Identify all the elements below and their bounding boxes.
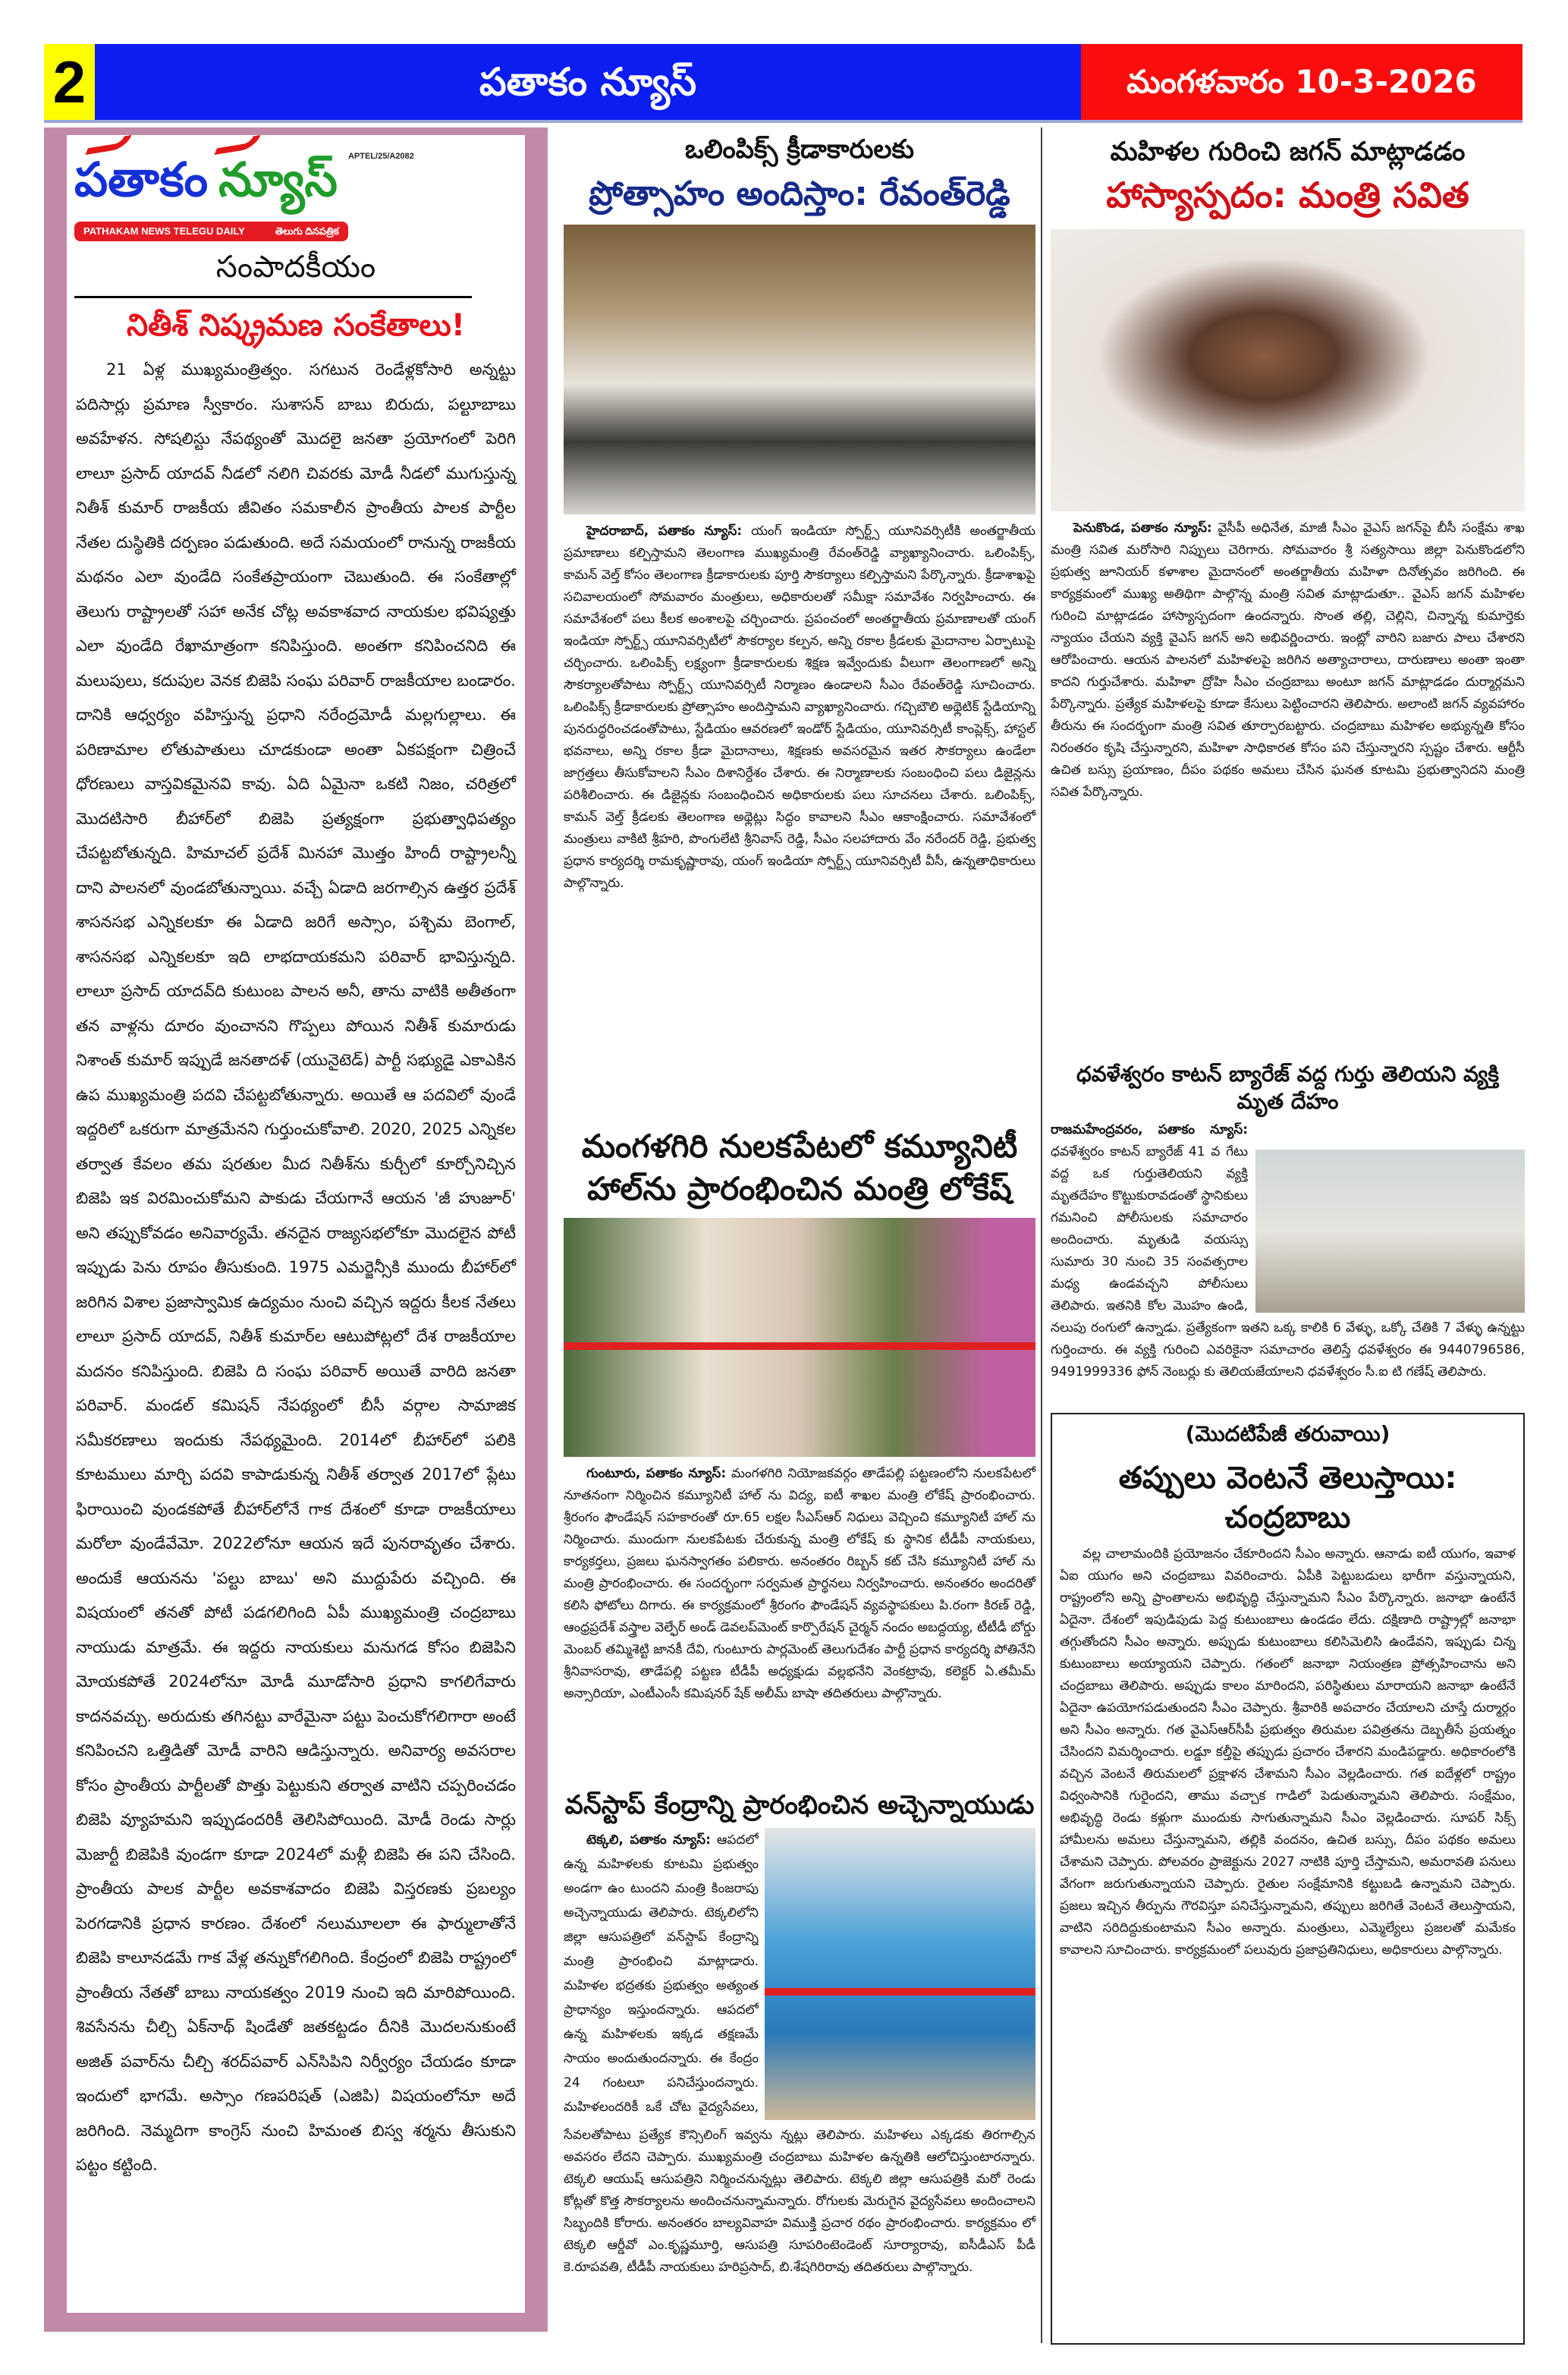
article-text: వైసీపీ అధినేత, మాజీ సీఎం వైఎస్ జగన్‌పై బీసీ సంక్షేమ శాఖ మంత్రి సవిత మరోసారి నిప్పులు చెరిగారు. సోమవారం శ్రీ సత్యసాయి జిల్లా పెనుకొండలోని ప్రభుత్వ జూనియర్ కళాశాల మైదానంలో అంతర్జాతీయ మహిళా దినోత్సవం జరిగింది. ఈ కార్యక్రమంలో ముఖ్య అతిథిగా పాల్గొన్న మంత్రి సవిత మాట్లాడుతూ.. వైఎస్ జగన్ మహిళల గురించి మాట్లాడడం హాస్యాస్పదంగా ఉందన్నారు. సొంత తల్లి, చెల్లిని, చిన్నాన్న కుమార్తెకు న్యాయం చేయని వ్యక్తి వైఎస్ జగన్ అని అభివర్ణించారు. ఇంట్లో వారిని బజారు పాలు చేశారని ఆరోపించారు. ఆయన పాలనలో మహిళలపై జరిగిన అత్యాచారాలు, దారుణాలు అంతా ఇంతా కాదని గుర్తుచేశారు. మహిళా ద్రోహి సీఎం చంద్రబాబు అంటూ జగన్ మాట్లాడడం దుర్మార్గమని పేర్కొన్నారు. ప్రత్యేక మహిళలపై కూడా కేసులు పెట్టించారని తెలిపారు. అలాంటి జగన్ వ్యవహారం తీరును ఈ సందర్భంగా మంత్రి సవిత తూర్పారబట్టారు. చంద్రబాబు మహిళల అభ్యున్నతి కోసం నిరంతరం కృషి చేస్తున్నారని, మహిళా సాధికారత కోసం పని చేస్తున్నారని స్పష్టం చేశారు. ఆర్టీసీ ఉచిత బస్సు ప్రయాణం, దీపం పథకం అమలు చేసిన ఘనత కూటమి ప్రభుత్వానిదని మంత్రి సవిత పేర్కొన్నారు. bbox=[1051, 520, 1525, 800]
editorial-body: 21 ఏళ్ల ముఖ్యమంత్రిత్వం. సగటున రెండేళ్లకోసారి అన్నట్టు పదిసార్లు ప్రమాణ స్వీకారం. సుశాసన్ బాబు బిరుదు, పల్టూబాబు అవహేళన. సోషలిస్టు నేపథ్యంతో మొదలై జనతా ప్రయోగంలో పెరిగి లాలూ ప్రసాద్ యాదవ్ నీడలో నలిగి చివరకు మోడీ నీడలో ముగుస్తున్న నితీశ్ కుమార్ రాజకీయ జీవితం సమకాలీన ప్రాంతీయ పాలక పార్టీల నేతల దుస్థితికి దర్పణం పడుతుంది. అదే సమయంలో రానున్న రాజకీయ మథనం ఎలా వుండేది సంకేతప్రాయంగా చెబుతుంది. ఈ సంకేతాల్లో తెలుగు రాష్ట్రాలతో సహా అనేక చోట్ల అవకాశవాద నాయకుల భవిష్యత్తు ఎలా వుండేది రేఖామాత్రంగా కనిపిస్తుంది. అంతగా కనిపించనిది ఈ మలుపులు, కదుపుల వెనక బిజెపి సంఘ పరివార్ రాజకీయాల బండారం. దానికి ఆధ్వర్యం వహిస్తున్న ప్రధాని నరేంద్రమోడీ మల్లగుల్లాలు. ఈ పరిణామాల లోతుపాతులు చూడకుండా అంతా ఏకపక్షంగా చిత్రించే ధోరణులు వాస్తవికమైనవి కావు. ఏది ఏమైనా ఒకటి నిజం, చరిత్రలో మొదటిసారి బీహార్‌లో బిజెపి ప్రత్యక్షంగా ప్రభుత్వాధిపత్యం చేపట్టబోతున్నది. హిమాచల్ ప్రదేశ్ మినహా మొత్తం హిందీ రాష్ట్రాలన్నీ దాని పాలనలో వుండబోతున్నాయి. వచ్చే ఏడాది జరగాల్సిన ఉత్తర ప్రదేశ్ శాసనసభ ఎన్నికలకూ ఈ ఏడాది జరిగే అస్సాం, పశ్చిమ బెంగాల్, శాసనసభ ఎన్నికలకూ ఇది లాభదాయకమని పరివార్ భావిస్తున్నది. లాలూ ప్రసాద్ యాదవ్‌ది కుటుంబ పాలన అనీ, తాను వాటికి అతీతంగా తన వాళ్లను దూరం వుంచానని గొప్పలు పోయిన నితీశ్ కుమారుడు నిశాంత్ కుమార్ ఇప్పుడే జనతాదళ్ (యునైటెడ్) పార్టీ సభ్యుడై ఎకాఎకిన ఉప ముఖ్యమంత్రి పదవి చేపట్టబోతున్నారు. అయితే ఆ పదవిలో వుండే ఇద్దరిలో ఒకరుగా మాత్రమేనని గుర్తుంచుకోవాలి. 2020, 2025 ఎన్నికల తర్వాత కేవలం తమ షరతుల మీద నితీశ్‌ను కుర్చీలో కూర్చోనిచ్చిన బిజెపి ఇక విరమించుకోమని పాకుడు చేయగానే ఆయన 'జీ హుజూర్' అని తప్పుకోవడం అనివార్యమే. తనదైన రాజ్యసభలోకూ మొదలైన పోటీ ఇప్పుడు పెను రూపం తీసుకుంది. 1975 ఎమర్జెన్సీకి ముందు బీహార్‌లో జరిగిన విశాల ప్రజాస్వామిక ఉద్యమం నుంచి వచ్చిన ఇద్దరు కీలక నేతలు లాలూ ప్రసాద్ యాదవ్, నితీశ్ కుమార్‌ల ఆటుపోట్లలో దేశ రాజకీయాల మదనం కనిపిస్తుంది. బిజెపి ది సంఘ పరివార్ అయితే వారిది జనతా పరివార్. మండల్ కమిషన్ నేపథ్యంలో బీసీ వర్గాల సామాజిక సమీకరణాలు ఇందుకు నేపథ్యమైంది. 2014లో బీహార్‌లో పలికి కూటములు మార్చి పదవి కాపాడుకున్న నితీశ్ తర్వాత 2017లో ప్లేటు ఫిరాయించి వుండకపోతే బీహార్‌లోనే గాక దేశంలో కూడా రాజకీయాలు మరోలా వుండేవేమో. 2022లోనూ ఆయన ఇదే పునరావృతం చేశారు. అందుకే ఆయనను 'పల్టు బాబు' అని ముద్దుపేరు వచ్చింది. ఈ విషయంలో తనతో పోటీ పడగలిగింది ఏపీ ముఖ్యమంత్రి చంద్రబాబు నాయుడు మాత్రమే. ఈ ఇద్దరు నాయకులు మనుగడ కోసం బిజెపిని మోయకపోతే 2024లోనూ మోడీ మూడోసారి ప్రధాని కాగలిగేవారు కాదనవచ్చు. అరుదుకు తగినట్టు వారేమైనా పట్టు పెంచుకోగలిగారా అంటే కనిపించని ఒత్తిడితో మోడీ వారిని ఆడిస్తున్నారు. అనివార్య అవసరాల కోసం ప్రాంతీయ పార్టీలతో పొత్తు పెట్టుకుని తర్వాత వాటిని చప్పరించడం బిజెపి వ్యూహమని ఇప్పుడందరికీ తెలిసిపోయింది. మోడీ రెండు సార్లు మెజార్టీ బిజెపికి వుండగా కూడా 2024లో మళ్లీ బిజెపి ఈ పని చేసింది. ప్రాంతీయ పాలక పార్టీల అవకాశవాదం బిజెపి విస్తరణకు ప్రబల్యం పెరగడానికి ప్రధాన కారణం. దేశంలో నలుమూలలా ఈ ఫార్ములాతోనే బిజెపి కాలూనడమే గాక వేళ్ల తన్నుకోగలిగింది. కేంద్రంలో బిజెపి రాష్ట్రంలో ప్రాంతీయ నేతతో బాబు నాయకత్వం 2019 నుంచి ఇది మారిపోయింది. శివసేనను చీల్చి ఏక్‌నాథ్ షిండేతో జతకట్టడం దీనికి మొదలనుకుంటే అజిత్ పవార్‌ను చీల్చి శరద్‌పవార్ ఎన్‌సిపిని నిర్వీర్యం చేయడం కూడా ఇందులో భాగమే. అస్సాం గణపరిషత్ (ఎజిపి) విషయంలోనూ అదే జరిగింది. నెమ్మదిగా కాంగ్రెస్ నుంచి హిమంత బిస్వ శర్మను తీసుకుని పట్టం కట్టింది. bbox=[76, 360, 516, 2174]
header-rule bbox=[44, 120, 1522, 123]
article-headline: ప్రోత్సాహం అందిస్తాం: రేవంత్‌రెడ్డి bbox=[589, 175, 1010, 214]
page-number: 2 bbox=[44, 44, 95, 120]
article-text: మంగళగిరి నియోజకవర్గం తాడేపల్లి పట్టణంలోని నులకపేటలో నూతనంగా నిర్మించిన కమ్యూనిటీ హాల్ ను విద్య, ఐటీ శాఖల మంత్రి లోకేష్ ప్రారంభించారు. శ్రీరంగం ఫౌండేషన్ సహకారంతో రూ.65 లక్షల సీఎస్ఆర్ నిధులు వెచ్చించి కమ్యూనిటీ హాల్ ను నిర్మించారు. ముందుగా నులకపేటకు చేరుకున్న మంత్రి లోకేష్ కు స్థానిక టీడీపీ నాయకులు, కార్యకర్తలు, ప్రజలు ఘనస్వాగతం పలికారు. అనంతరం రిబ్బన్ కట్ చేసి కమ్యూనిటీ హాల్ ను మంత్రి ప్రారంభించారు. ఈ సందర్భంగా సర్వమత ప్రార్థనలు నిర్వహించారు. అనంతరం అందరితో కలిసి ఫోటోలు దిగారు. ఈ కార్యక్రమంలో శ్రీరంగం ఫౌండేషన్ వ్యవస్థాపకులు పి.రంగా కిరణ్ రెడ్డి, ఆంధ్రప్రదేశ్ వస్త్రాల వెల్ఫేర్ అండ్ డెవలప్‌మెంట్ కార్పొరేషన్ చైర్మన్ నందం అబద్దయ్య, టీటీడీ బోర్డు మెంబర్ తమ్మిశెట్టి జానకీ దేవి, గుంటూరు పార్లమెంట్ తెలుగుదేశం పార్టీ ప్రధాన కార్యదర్శి పోతినేని శ్రీనివాసరావు, తాడేపల్లి పట్టణ టీడీపీ అధ్యక్షుడు వల్లభనేని వెంకట్రావు, కలెక్టర్ ఏ.తమీమ్ అన్సారియా, ఎంటీఎంసీ కమిషనర్ షేక్ అలీమ్ బాషా తదితరులు పాల్గొన్నారు. bbox=[564, 1466, 1035, 1701]
article-text: ధవళేశ్వరం కాటన్ బ్యారేజ్ 41 వ గేటు వద్ద ఒక గుర్తుతెలియని వ్యక్తి మృతదేహం కొట్టుకురావడంతో స్థానికులు గమనించి పోలీసులకు సమాచారం అందించారు. మృతుడి వయస్సు సుమారు 30 నుంచి 35 సంవత్సరాల మధ్య ఉండవచ్చని పోలీసులు తెలిపారు. ఇతనికి కోల మొహం ఉండి, నలుపు రంగులో ఉన్నాడు. ప్రత్యేకంగా ఇతని ఒక్క కాలికి 6 వేళ్ళు, ఒక్కో చేతికి 7 వేళ్ళు ఉన్నట్టు గుర్తించారు. ఈ వ్యక్తి గురించి ఎవరికైనా సమాచారం తెలిస్తే ధవళేశ్వరం ఈ 9440796586, 9491999336 ఫోన్ నెంబర్లు కు తెలియజేయాలని ధవళేశ్వరం సీ.ఐ టి గణేష్ తెలిపారు. bbox=[1051, 1143, 1525, 1379]
article-kicker: ఒలింపిక్స్ క్రీడాకారులకు bbox=[685, 134, 914, 165]
editorial-headline: నితీశ్ నిష్క్రమణ సంకేతాలు! bbox=[127, 308, 465, 343]
dateline: రాజమహేంద్రవరం, పతాకం న్యూస్: bbox=[1051, 1121, 1248, 1137]
masthead-logo bbox=[74, 138, 517, 241]
dateline: పెనుకొండ, పతాకం న్యూస్: bbox=[1073, 520, 1212, 536]
article-body bbox=[1051, 1119, 1525, 1410]
dateline: గుంటూరు, పతాకం న్యూస్: bbox=[586, 1466, 727, 1481]
article-kicker: మహిళల గురించి జగన్ మాట్లాడడం bbox=[1110, 137, 1466, 167]
logo-words bbox=[74, 152, 517, 219]
article-chandrababu-box bbox=[1051, 1413, 1525, 2345]
article-text: ఆపదలో ఉన్న మహిళలకు కూటమి ప్రభుత్వం అండగా ఉం టుందని మంత్రి కింజరాపు అచ్చెన్నాయుడు తెలిపారు. టెక్కలిలోని జిల్లా ఆసుపత్రిలో వన్‌స్టాప్ కేంద్రాన్ని మంత్రి ప్రారంభించి మాట్లాడారు. మహిళల భద్రతకు ప్రభుత్వం అత్యంత ప్రాధాన్యం ఇస్తుందన్నారు. ఆపదలో ఉన్న మహిళలకు ఇక్కడ తక్షణమే సాయం అందుతుందన్నారు. ఈ కేంద్రం 24 గంటలూ పనిచేస్తుందన్నారు. మహిళలందరికీ ఒకే చోట వైద్యసేవలు, bbox=[564, 1832, 759, 2115]
continued-label: (మొదటిపేజీ తరువాయి) bbox=[1185, 1421, 1390, 1446]
date-bar: మంగళవారం 10-3-2026 bbox=[1081, 44, 1522, 120]
photo-minister-savitha bbox=[1051, 229, 1525, 511]
article-body bbox=[564, 1828, 759, 2120]
article-body-continued: సేవలతోపాటు ప్రత్యేక కౌన్సిలింగ్ ఇవ్వను న్నట్లు తెలిపారు. మహిళలు ఎక్కడకు తిరగాల్సిన అవసరం లేదని చెప్పారు. ముఖ్యమంత్రి చంద్రబాబు మహిళల ఉన్నతికి ఆలోచిస్తుంటారన్నారు. టెక్కలి ఆయుష్ ఆసుపత్రిని నిర్మించనున్నట్లు తెలిపారు. టెక్కలి జిల్లా ఆసుపత్రికి మరో రెండు కోట్లతో కొత్త సౌకర్యాలను అందించనున్నామన్నారు. రోగులకు మెరుగైన వైద్యసేవలు అందించాలని సిబ్బందికి కోరారు. అనంతరం బాల్యవివాహ విముక్తి ప్రచార రథం ప్రారంభించారు. కార్యక్రమం లో టెక్కలి ఆర్డీవో ఎం.కృష్ణమూర్తి, ఆసుపత్రి సూపరింటెండెంట్ సూర్యారావు, ఐసీడీఎస్ పీడీ కె.రూపవతి, టీడీపీ నాయకులు హరిప్రసాద్, బి.శేషగిరిరావు తదితరులు పాల్గొన్నారు. bbox=[564, 2127, 1035, 2275]
logo-birds bbox=[74, 138, 517, 152]
headline-line: మంగళగిరి నులకపేటలో కమ్యూనిటీ bbox=[581, 1128, 1018, 1165]
article-headline: హాస్యాస్పదం: మంత్రి సవిత bbox=[1106, 175, 1469, 216]
editorial-column bbox=[67, 135, 525, 2313]
article-atchannaidu bbox=[561, 1789, 1038, 2343]
article-body bbox=[1051, 517, 1525, 1057]
registration-number: APTEL/25/A2082 bbox=[347, 152, 414, 161]
article-text: యంగ్ ఇండియా స్పోర్ట్స్ యూనివర్సిటీకి అంతర్జాతీయ ప్రమాణాలు కల్పిస్తామని తెలంగాణ ముఖ్యమంత్రి రేవంత్‌రెడ్డి వ్యాఖ్యానించారు. ఒలింపిక్స్, కామన్ వెల్త్ కోసం తెలంగాణ క్రీడాకారులకు పూర్తి సౌకర్యాలు కల్పిస్తామని పేర్కొన్నారు. క్రీడాశాఖపై సచివాలయంలో సోమవారం మంత్రులు, అధికారులతో సమీక్షా సమావేశం నిర్వహించారు. ఈ సమావేశంలో పలు కీలక అంశాలపై చర్చించారు. ప్రపంచంలో అంతర్జాతీయ ప్రమాణాలతో యంగ్ ఇండియా స్పోర్ట్స్ యూనివర్సిటీలో సౌకర్యాల కల్పన, అన్ని రకాల క్రీడలకు మైదానాల ఏర్పాటుపై చర్చించారు. ఒలింపిక్స్ లక్ష్యంగా క్రీడాకారులకు శిక్షణ ఇవ్వేందుకు వీలుగా తెలంగాణలో అన్ని సౌకర్యాలతోపాటు స్పోర్ట్స్ యూనివర్సిటీ నిర్మాణం ఉండాలని సీఎం రేవంత్‌రెడ్డి సూచించారు. ఒలింపిక్స్ క్రీడాకారులకు ప్రోత్సాహం అందిస్తామని వ్యాఖ్యానించారు. గచ్చిబౌలి అథ్లెటిక్ స్టేడియాన్ని పునరుద్ధరించడంతోపాటు, స్టేడియం ఆవరణలో ఇండోర్ స్టేడియం, యూనివర్సిటీ కాంప్లెక్స్, హాస్టల్ భవనాలు, అన్ని రకాల క్రీడా మైదానాలు, శిక్షణకు అవసరమైన ఇతర సౌకర్యాలు ఉండేలా జాగ్రత్తలు తీసుకోవాలని సీఎం దిశానిర్దేశం చేశారు. ఈ నిర్మాణాలకు సంబంధించి పలు డిజైన్లను పరిశీలించారు. ఈ డిజైన్లకు సంబంధించిన అధికారులకు పలు సూచనలు చేశారు. ఒలింపిక్స్, కామన్ వెల్త్ క్రీడలకు తెలంగాణ అథ్లెట్లు సిద్ధం కావాలని సీఎం ఆకాంక్షించారు. సమావేశంలో మంత్రులు వాకిటి శ్రీహరి, పొంగులేటి శ్రీనివాస్ రెడ్డి, సీఎం సలహాదారు వేం నరేందర్ రెడ్డి, ప్రభుత్వ ప్రధాన కార్యదర్శి రామకృష్ణారావు, యంగ్ ఇండియా స్పోర్ట్స్ యూనివర్సిటీ వీసీ, ఉన్నతాధికారులు పాల్గొన్నారు. bbox=[564, 524, 1035, 892]
article-headline: తప్పులు వెంటనే తెలుస్తాయి: చంద్రబాబు bbox=[1118, 1461, 1457, 1536]
article-body bbox=[561, 1463, 1038, 1785]
logo-word-pathakam: పతాకం bbox=[74, 152, 209, 207]
article-atchannaidu-headline: వన్‌స్టాప్ కేంద్రాన్ని ప్రారంభించిన అచ్చెన్నాయుడు bbox=[564, 1790, 1035, 1820]
article-body bbox=[561, 521, 1038, 1118]
photo-ribbon-cutting bbox=[564, 1218, 1035, 1457]
article-savitha bbox=[1047, 135, 1526, 1057]
article-revanth bbox=[561, 133, 1038, 1118]
column-divider bbox=[1041, 127, 1042, 2343]
article-body: వల్ల చాలామందికి ప్రయోజనం చేకూరిందని సీఎం అన్నారు. ఆనాడు ఐటీ యుగం, ఇవాళ ఏఐ యుగం అని చంద్రబాబు వివరించారు. ఏపీకి పెట్టుబడులు భారీగా వస్తున్నాయని, రాష్ట్రంలోని అన్ని ప్రాంతాలను అభివృద్ధి చేస్తున్నామని సీఎం పేర్కొన్నారు. జనాభా ఉంటేనే ఏదైనా. దేశంలో ఇపుడిపుడు పెద్ద కుటుంబాలు ఉండడం లేదు. దక్షిణాది రాష్ట్రాల్లో జనాభా తగ్గుతోందని సీఎం అన్నారు. అప్పుడు కుటుంబాలు కలిసిమెలిసి ఉండేవని, ఇప్పుడు చిన్న కుటుంబాలు అయ్యాయని చెప్పారు. గతంలో జనాభా నియంత్రణ ప్రోత్సహించాను అని చంద్రబాబు తెలిపారు. అప్పుడు కాలం మారిందని, పరిస్థితులు మారాయని జనాభా ఉంటేనే ఏదైనా ఉపయోగపడుతుందని సీఎం చెప్పారు. శ్రీవారికి అపచారం చేయాలని చూస్తే దుర్మార్గం అని సీఎం అన్నారు. గత వైఎస్ఆర్‌సీపీ ప్రభుత్వం తిరుమల పవిత్రతను దెబ్బతీసే ప్రయత్నం చేసిందని విమర్శించారు. లడ్డూ కల్తీపై తప్పుడు ప్రచారం చేశారని మండిపడ్డారు. అధికారంలోకి వచ్చిన వెంటనే తిరుమలలో ప్రక్షాళన చేశామని సీఎం వెల్లడించారు. గత ఐదేళ్లలో రాష్ట్రం విధ్వంసానికి గురైందని, తాము వచ్చాక గాడిలో పెడుతున్నామని తెలిపారు. సంక్షేమం, అభివృద్ధి రెండు కళ్లుగా ముందుకు సాగుతున్నామని సీఎం వెల్లడించారు. సూపర్ సిక్స్ హామీలను అమలు చేస్తున్నామని, తల్లికి వందనం, ఉచిత బస్సు, దీపం పథకం అమలు చేశామని చెప్పారు. పోలవరం ప్రాజెక్టును 2027 నాటికి పూర్తి చేస్తామని, అమరావతి పనులు వేగంగా జరుగుతున్నాయని చెప్పారు. రైతుల సంక్షేమానికి కట్టుబడి ఉన్నామని చెప్పారు. ప్రజలు ఇచ్చిన తీర్పును గౌరవిస్తూ పనిచేస్తున్నామని, తప్పులు జరిగితే వెంటనే తెలుస్తాయని, వాటిని సరిదిద్దుకుంటామని సీఎం అన్నారు. మంత్రులు, ఎమ్మెల్యేలు ప్రజలతో మమేకం కావాలని సూచించారు. కార్యక్రమంలో పలువురు ప్రజాప్రతినిధులు, అధికారులు పాల్గొన్నారు. bbox=[1060, 1546, 1516, 1958]
photo-police-at-barrage bbox=[1255, 1150, 1525, 1313]
logo-band bbox=[74, 222, 348, 241]
dateline: టెక్కలి, పతాకం న్యూస్: bbox=[586, 1832, 711, 1848]
article-dhavaleswaram-headline: ధవళేశ్వరం కాటన్ బ్యారేజ్ వద్ద గుర్తు తెలియని వ్యక్తి మృత దేహం bbox=[1076, 1062, 1500, 1115]
photo-one-stop-centre-opening bbox=[765, 1828, 1035, 2120]
divider bbox=[74, 296, 472, 298]
dateline: హైదరాబాద్, పతాకం న్యూస్: bbox=[586, 524, 743, 539]
article-dhavaleswaram bbox=[1047, 1061, 1526, 1410]
logo-word-news: న్యూస్ bbox=[218, 152, 338, 207]
photo-cm-review-meeting bbox=[564, 225, 1035, 514]
headline-line: హాల్‌ను ప్రారంభించిన మంత్రి లోకేష్ bbox=[587, 1170, 1012, 1207]
article-lokesh-headline bbox=[561, 1125, 1038, 1210]
article-lokesh bbox=[561, 1125, 1038, 1785]
article-lead-row bbox=[561, 1828, 1038, 2120]
logo-band-english: PATHAKAM NEWS TELEGU DAILY bbox=[83, 225, 245, 237]
section-title: సంపాదకీయం bbox=[215, 250, 376, 285]
paper-name-bar: పతాకం న్యూస్ bbox=[95, 44, 1081, 120]
logo-band-telugu: తెలుగు దినపత్రిక bbox=[275, 225, 339, 237]
